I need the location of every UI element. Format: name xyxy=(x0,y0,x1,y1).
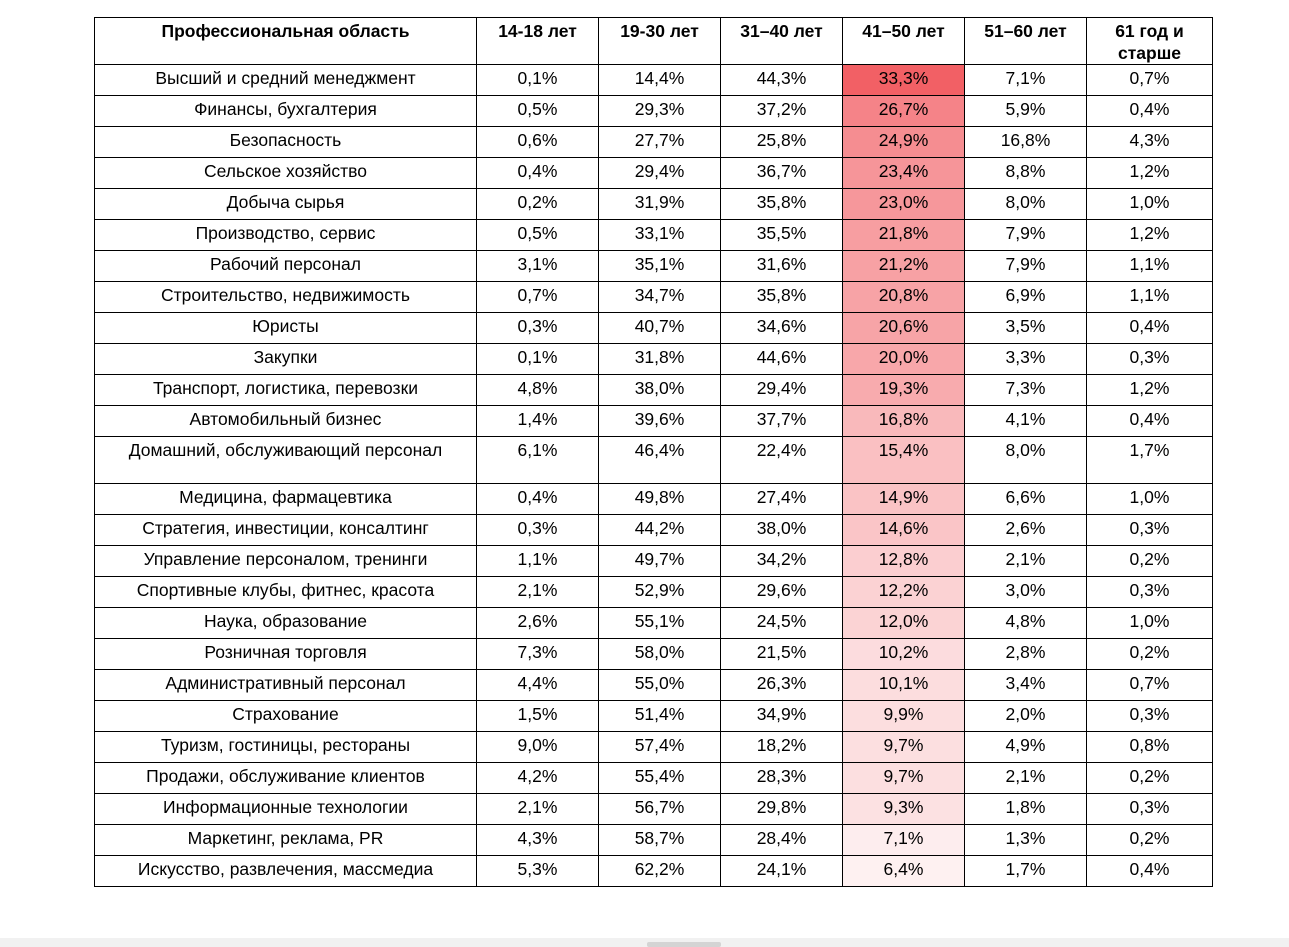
cell-value: 0,3% xyxy=(477,515,599,546)
cell-value: 37,2% xyxy=(721,96,843,127)
cell-value: 7,9% xyxy=(965,251,1087,282)
table-body xyxy=(95,65,1213,887)
cell-value: 0,8% xyxy=(1087,732,1213,763)
cell-value: 0,2% xyxy=(1087,546,1213,577)
cell-value: 34,9% xyxy=(721,701,843,732)
table-row xyxy=(95,313,1213,344)
cell-value: 29,4% xyxy=(599,158,721,189)
cell-value-highlight: 21,8% xyxy=(843,220,965,251)
cell-area: Юристы xyxy=(95,313,477,344)
cell-value: 34,6% xyxy=(721,313,843,344)
cell-value: 27,4% xyxy=(721,484,843,515)
cell-value-highlight: 19,3% xyxy=(843,375,965,406)
cell-area: Управление персоналом, тренинги xyxy=(95,546,477,577)
table-row xyxy=(95,608,1213,639)
cell-area: Сельское хозяйство xyxy=(95,158,477,189)
cell-value: 35,5% xyxy=(721,220,843,251)
cell-value: 24,5% xyxy=(721,608,843,639)
cell-value-highlight: 16,8% xyxy=(843,406,965,437)
cell-value: 0,3% xyxy=(1087,701,1213,732)
cell-value: 0,2% xyxy=(1087,825,1213,856)
cell-value: 3,0% xyxy=(965,577,1087,608)
table-row xyxy=(95,282,1213,313)
cell-area: Закупки xyxy=(95,344,477,375)
cell-value: 2,8% xyxy=(965,639,1087,670)
cell-value: 4,4% xyxy=(477,670,599,701)
cell-value-highlight: 23,0% xyxy=(843,189,965,220)
cell-value-highlight: 9,7% xyxy=(843,763,965,794)
cell-value-highlight: 12,8% xyxy=(843,546,965,577)
cell-value: 35,1% xyxy=(599,251,721,282)
cell-value: 14,4% xyxy=(599,65,721,96)
cell-value: 49,8% xyxy=(599,484,721,515)
cell-value: 2,6% xyxy=(477,608,599,639)
cell-area: Автомобильный бизнес xyxy=(95,406,477,437)
table-row xyxy=(95,375,1213,406)
cell-value: 2,6% xyxy=(965,515,1087,546)
cell-value: 1,3% xyxy=(965,825,1087,856)
table-row xyxy=(95,437,1213,484)
cell-value: 29,4% xyxy=(721,375,843,406)
cell-value: 0,2% xyxy=(1087,639,1213,670)
cell-value: 1,0% xyxy=(1087,189,1213,220)
cell-area: Туризм, гостиницы, рестораны xyxy=(95,732,477,763)
cell-value: 31,8% xyxy=(599,344,721,375)
cell-value-highlight: 9,7% xyxy=(843,732,965,763)
header-age-51-60: 51–60 лет xyxy=(965,18,1087,65)
cell-value: 16,8% xyxy=(965,127,1087,158)
bottom-scroll-track xyxy=(0,938,1289,947)
cell-value: 49,7% xyxy=(599,546,721,577)
cell-value: 0,4% xyxy=(1087,96,1213,127)
cell-value-highlight: 20,8% xyxy=(843,282,965,313)
cell-value: 1,0% xyxy=(1087,484,1213,515)
cell-value: 0,4% xyxy=(477,158,599,189)
cell-value-highlight: 12,2% xyxy=(843,577,965,608)
cell-area: Производство, сервис xyxy=(95,220,477,251)
cell-value: 4,3% xyxy=(477,825,599,856)
header-age-19-30: 19-30 лет xyxy=(599,18,721,65)
cell-value: 9,0% xyxy=(477,732,599,763)
cell-value: 28,3% xyxy=(721,763,843,794)
cell-value: 21,5% xyxy=(721,639,843,670)
cell-value: 39,6% xyxy=(599,406,721,437)
cell-value-highlight: 14,9% xyxy=(843,484,965,515)
cell-value: 33,1% xyxy=(599,220,721,251)
table-row xyxy=(95,794,1213,825)
cell-area: Медицина, фармацевтика xyxy=(95,484,477,515)
cell-area: Транспорт, логистика, перевозки xyxy=(95,375,477,406)
cell-value: 0,2% xyxy=(1087,763,1213,794)
cell-value: 6,6% xyxy=(965,484,1087,515)
cell-value: 1,2% xyxy=(1087,375,1213,406)
cell-value-highlight: 10,2% xyxy=(843,639,965,670)
cell-value: 51,4% xyxy=(599,701,721,732)
age-distribution-table xyxy=(94,17,1213,887)
cell-value: 1,2% xyxy=(1087,158,1213,189)
table-row xyxy=(95,639,1213,670)
cell-value: 27,7% xyxy=(599,127,721,158)
cell-area: Домашний, обслуживающий персонал xyxy=(95,437,477,484)
cell-value: 38,0% xyxy=(721,515,843,546)
cell-value-highlight: 15,4% xyxy=(843,437,965,484)
cell-value-highlight: 33,3% xyxy=(843,65,965,96)
cell-value-highlight: 14,6% xyxy=(843,515,965,546)
table-row xyxy=(95,251,1213,282)
table-row xyxy=(95,406,1213,437)
cell-area: Безопасность xyxy=(95,127,477,158)
cell-value: 26,3% xyxy=(721,670,843,701)
cell-value: 3,1% xyxy=(477,251,599,282)
cell-value: 44,2% xyxy=(599,515,721,546)
cell-value: 8,0% xyxy=(965,189,1087,220)
cell-value: 40,7% xyxy=(599,313,721,344)
cell-value: 1,1% xyxy=(1087,251,1213,282)
table-row xyxy=(95,189,1213,220)
cell-value: 0,1% xyxy=(477,65,599,96)
cell-value-highlight: 10,1% xyxy=(843,670,965,701)
cell-value: 0,6% xyxy=(477,127,599,158)
cell-value: 1,4% xyxy=(477,406,599,437)
table-row xyxy=(95,65,1213,96)
cell-value: 1,7% xyxy=(965,856,1087,887)
cell-area: Финансы, бухгалтерия xyxy=(95,96,477,127)
cell-value-highlight: 9,3% xyxy=(843,794,965,825)
cell-value: 29,3% xyxy=(599,96,721,127)
cell-value: 56,7% xyxy=(599,794,721,825)
cell-value: 0,3% xyxy=(1087,344,1213,375)
cell-value-highlight: 21,2% xyxy=(843,251,965,282)
cell-value: 58,7% xyxy=(599,825,721,856)
cell-value: 1,1% xyxy=(1087,282,1213,313)
cell-value: 5,9% xyxy=(965,96,1087,127)
cell-value: 31,9% xyxy=(599,189,721,220)
cell-area: Рабочий персонал xyxy=(95,251,477,282)
cell-value: 4,9% xyxy=(965,732,1087,763)
cell-area: Стратегия, инвестиции, консалтинг xyxy=(95,515,477,546)
cell-value: 0,2% xyxy=(477,189,599,220)
cell-value: 25,8% xyxy=(721,127,843,158)
cell-value: 4,2% xyxy=(477,763,599,794)
cell-value-highlight: 23,4% xyxy=(843,158,965,189)
cell-value: 2,1% xyxy=(477,577,599,608)
cell-value: 6,9% xyxy=(965,282,1087,313)
cell-value: 0,4% xyxy=(1087,406,1213,437)
table-row xyxy=(95,546,1213,577)
table-row xyxy=(95,856,1213,887)
cell-value-highlight: 24,9% xyxy=(843,127,965,158)
cell-value: 24,1% xyxy=(721,856,843,887)
cell-value: 2,1% xyxy=(965,763,1087,794)
cell-value: 0,1% xyxy=(477,344,599,375)
cell-value: 44,3% xyxy=(721,65,843,96)
cell-area: Добыча сырья xyxy=(95,189,477,220)
table-row xyxy=(95,763,1213,794)
cell-value: 7,9% xyxy=(965,220,1087,251)
cell-value: 46,4% xyxy=(599,437,721,484)
cell-value: 4,3% xyxy=(1087,127,1213,158)
cell-value: 7,3% xyxy=(477,639,599,670)
bottom-scroll-grip[interactable] xyxy=(647,942,721,947)
cell-value: 3,5% xyxy=(965,313,1087,344)
cell-value: 4,1% xyxy=(965,406,1087,437)
table-row xyxy=(95,701,1213,732)
cell-value: 0,5% xyxy=(477,220,599,251)
cell-value: 18,2% xyxy=(721,732,843,763)
cell-value-highlight: 9,9% xyxy=(843,701,965,732)
cell-value-highlight: 20,0% xyxy=(843,344,965,375)
cell-area: Страхование xyxy=(95,701,477,732)
cell-value: 34,2% xyxy=(721,546,843,577)
cell-value: 5,3% xyxy=(477,856,599,887)
table-row xyxy=(95,127,1213,158)
table-row xyxy=(95,515,1213,546)
header-row xyxy=(95,18,1213,65)
cell-value: 1,1% xyxy=(477,546,599,577)
cell-value: 0,3% xyxy=(1087,794,1213,825)
table-row xyxy=(95,732,1213,763)
cell-area: Строительство, недвижимость xyxy=(95,282,477,313)
cell-value: 0,7% xyxy=(1087,670,1213,701)
cell-value: 29,6% xyxy=(721,577,843,608)
cell-value: 3,4% xyxy=(965,670,1087,701)
cell-value: 55,0% xyxy=(599,670,721,701)
cell-value: 0,4% xyxy=(477,484,599,515)
cell-value: 62,2% xyxy=(599,856,721,887)
table-row xyxy=(95,344,1213,375)
cell-value: 8,8% xyxy=(965,158,1087,189)
cell-value-highlight: 26,7% xyxy=(843,96,965,127)
cell-value-highlight: 7,1% xyxy=(843,825,965,856)
header-age-31-40: 31–40 лет xyxy=(721,18,843,65)
cell-value: 1,8% xyxy=(965,794,1087,825)
header-age-14-18: 14-18 лет xyxy=(477,18,599,65)
cell-value-highlight: 20,6% xyxy=(843,313,965,344)
cell-value: 1,2% xyxy=(1087,220,1213,251)
cell-area: Высший и средний менеджмент xyxy=(95,65,477,96)
cell-value: 0,3% xyxy=(477,313,599,344)
cell-area: Искусство, развлечения, массмедиа xyxy=(95,856,477,887)
cell-value: 52,9% xyxy=(599,577,721,608)
cell-area: Маркетинг, реклама, PR xyxy=(95,825,477,856)
cell-value: 35,8% xyxy=(721,282,843,313)
cell-value: 4,8% xyxy=(965,608,1087,639)
cell-area: Розничная торговля xyxy=(95,639,477,670)
table-row xyxy=(95,220,1213,251)
cell-value: 0,4% xyxy=(1087,313,1213,344)
cell-area: Наука, образование xyxy=(95,608,477,639)
cell-value: 22,4% xyxy=(721,437,843,484)
cell-value: 6,1% xyxy=(477,437,599,484)
cell-value: 29,8% xyxy=(721,794,843,825)
cell-value: 0,7% xyxy=(1087,65,1213,96)
table-row xyxy=(95,825,1213,856)
table-row xyxy=(95,158,1213,189)
cell-value-highlight: 12,0% xyxy=(843,608,965,639)
cell-value: 1,7% xyxy=(1087,437,1213,484)
cell-value: 37,7% xyxy=(721,406,843,437)
cell-area: Продажи, обслуживание клиентов xyxy=(95,763,477,794)
header-age-61-plus: 61 год и старше xyxy=(1087,18,1213,65)
cell-area: Спортивные клубы, фитнес, красота xyxy=(95,577,477,608)
cell-value: 0,3% xyxy=(1087,577,1213,608)
table-row xyxy=(95,484,1213,515)
cell-value: 2,1% xyxy=(965,546,1087,577)
cell-value: 7,1% xyxy=(965,65,1087,96)
cell-area: Информационные технологии xyxy=(95,794,477,825)
header-area: Профессиональная область xyxy=(95,18,477,65)
cell-value: 55,1% xyxy=(599,608,721,639)
cell-value: 28,4% xyxy=(721,825,843,856)
table-row xyxy=(95,577,1213,608)
cell-value: 44,6% xyxy=(721,344,843,375)
cell-value: 38,0% xyxy=(599,375,721,406)
cell-value: 55,4% xyxy=(599,763,721,794)
cell-value: 34,7% xyxy=(599,282,721,313)
cell-value: 4,8% xyxy=(477,375,599,406)
table-row xyxy=(95,670,1213,701)
cell-value: 3,3% xyxy=(965,344,1087,375)
cell-value: 1,5% xyxy=(477,701,599,732)
cell-value: 0,7% xyxy=(477,282,599,313)
cell-area: Административный персонал xyxy=(95,670,477,701)
cell-value: 58,0% xyxy=(599,639,721,670)
cell-value: 1,0% xyxy=(1087,608,1213,639)
cell-value: 7,3% xyxy=(965,375,1087,406)
cell-value: 35,8% xyxy=(721,189,843,220)
cell-value: 8,0% xyxy=(965,437,1087,484)
cell-value: 0,4% xyxy=(1087,856,1213,887)
cell-value: 0,5% xyxy=(477,96,599,127)
cell-value: 36,7% xyxy=(721,158,843,189)
cell-value: 2,0% xyxy=(965,701,1087,732)
table-row xyxy=(95,96,1213,127)
cell-value-highlight: 6,4% xyxy=(843,856,965,887)
cell-value: 57,4% xyxy=(599,732,721,763)
cell-value: 31,6% xyxy=(721,251,843,282)
header-age-41-50: 41–50 лет xyxy=(843,18,965,65)
cell-value: 2,1% xyxy=(477,794,599,825)
cell-value: 0,3% xyxy=(1087,515,1213,546)
